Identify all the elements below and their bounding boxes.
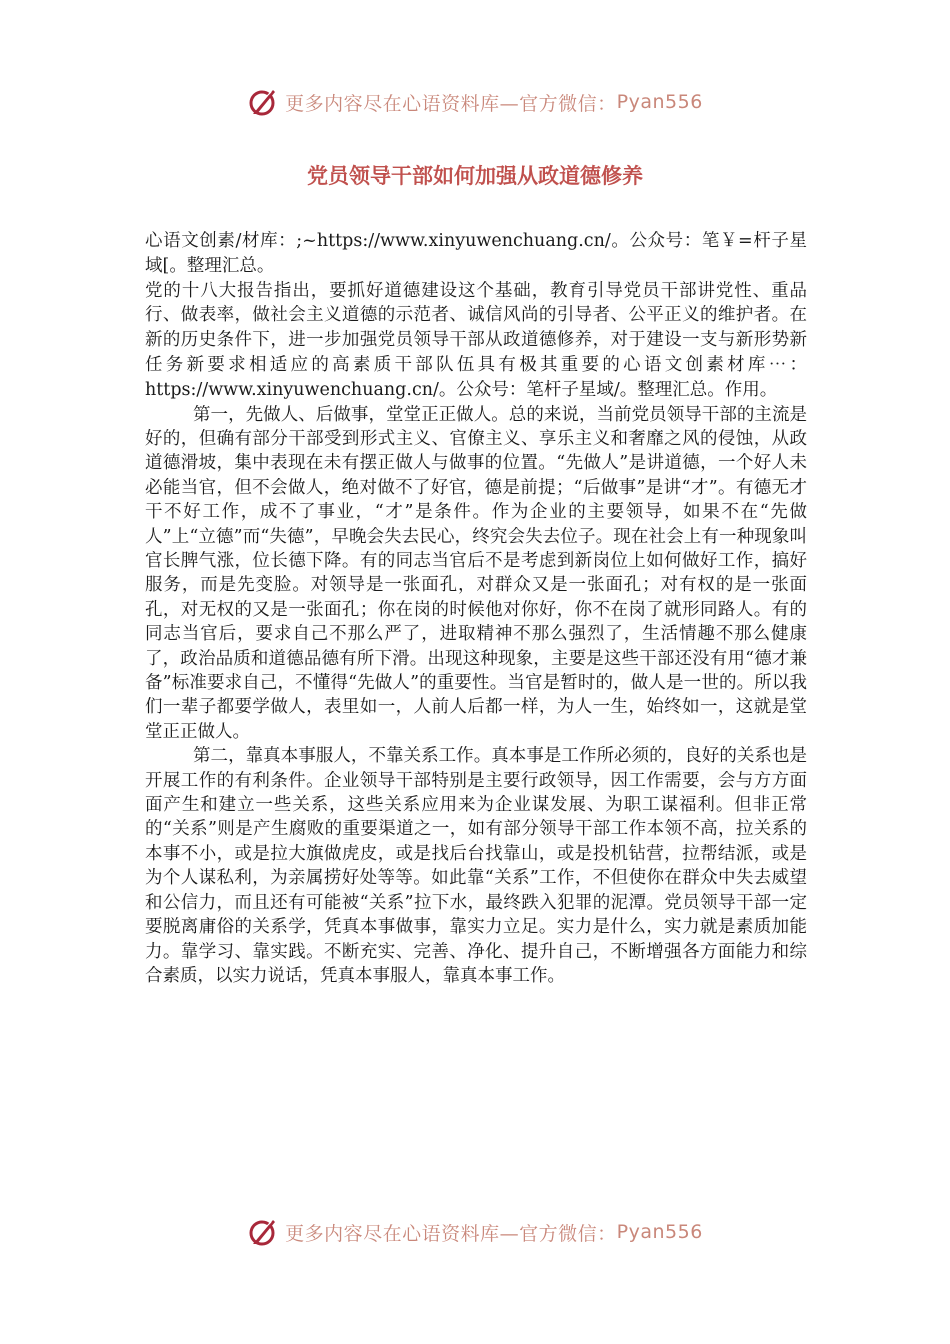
footer-banner bbox=[0, 1212, 950, 1252]
paragraph-second: 第二，靠真本事服人，不靠关系工作。真本事是工作所必须的，良好的关系也是开展工作的有利条件。企业领导干部特别是主要行政领导，因工作需要，会与方方面面产生和建立一些关系，这些关系应用来为企业谋发展、为职工谋福利。但非正常的“关系”则是产生腐败的重要渠道之一，如有部分领导干部工作本领不高，拉关系的本事不小，或是拉大旗做虎皮，或是找后台找靠山，或是投机钻营，拉帮结派，或是为个人谋私利，为亲属捞好处等等。如此靠“关系”工作，不但使你在群众中失去威望和公信力，而且还有可能被“关系”拉下水，最终跌入犯罪的泥潭。党员领导干部一定要脱离庸俗的关系学，凭真本事做事，靠实力立足。实力是什么，实力就是素质加能力。靠学习、靠实践。不断充实、完善、净化、提升自己，不断增强各方面能力和综合素质，以实力说话，凭真本事服人，靠真本事工作。 bbox=[145, 746, 807, 986]
paragraph-intro: 党的十八大报告指出，要抓好道德建设这个基础，教育引导党员干部讲党性、重品行、做表率，做社会主义道德的示范者、诚信风尚的引导者、公平正义的维护者。在新的历史条件下，进一步加强党员领导干部从政道德修养，对于建设一支与新形势新任务新要求相适应的高素质干部队伍具有极其重要的心语文创素材库⋯：https://www.xinyuwenchuang.cn/。公众号：笔杆子星域/。整理汇总。作用。 bbox=[145, 280, 807, 400]
document-body bbox=[145, 229, 807, 988]
document-title: 党员领导干部如何加强从政道德修养 bbox=[307, 164, 643, 188]
paragraph-first: 第一，先做人、后做事，堂堂正正做人。总的来说，当前党员领导干部的主流是好的，但确有部分干部受到形式主义、官僚主义、享乐主义和奢靡之风的侵蚀，从政道德滑坡，集中表现在未有摆正做人与做事的位置。“先做人”是讲道德，一个好人未必能当官，但不会做人，绝对做不了好官，德是前提；“后做事”是讲“才”。有德无才干不好工作，成不了事业，“才”是条件。作为企业的主要领导，如果不在“先做人”上“立德”而“失德”，早晚会失去民心，终究会失去位子。现在社会上有一种现象叫官长脾气涨，位长德下降。有的同志当官后不是考虑到新岗位上如何做好工作，搞好服务，而是先变脸。对领导是一张面孔，对群众又是一张面孔；对有权的是一张面孔，对无权的又是一张面孔；你在岗的时候他对你好，你不在岗了就形同路人。有的同志当官后，要求自己不那么严了，进取精神不那么强烈了，生活情趣不那么健康了，政治品质和道德品德有所下滑。出现这种现象，主要是这些干部还没有用“德才兼备”标准要求自己，不懂得“先做人”的重要性。当官是暂时的，做人是一世的。所以我们一辈子都要学做人，表里如一，人前人后都一样，为人一生，始终如一，这就是堂堂正正做人。 bbox=[145, 404, 807, 742]
wechat-id: Pyan556 bbox=[616, 1221, 703, 1243]
wechat-id: Pyan556 bbox=[616, 91, 703, 113]
header-banner bbox=[0, 82, 950, 122]
banner-text: 更多内容尽在心语资料库—官方微信： bbox=[285, 1222, 617, 1245]
paragraph-source: 心语文创素/材库：;~https://www.xinyuwenchuang.cn/。公众号：笔￥=杆子星域[。整理汇总。 bbox=[145, 231, 807, 276]
quill-logo-icon bbox=[247, 1216, 279, 1248]
quill-logo-icon bbox=[247, 86, 279, 118]
banner-text: 更多内容尽在心语资料库—官方微信： bbox=[285, 92, 617, 115]
